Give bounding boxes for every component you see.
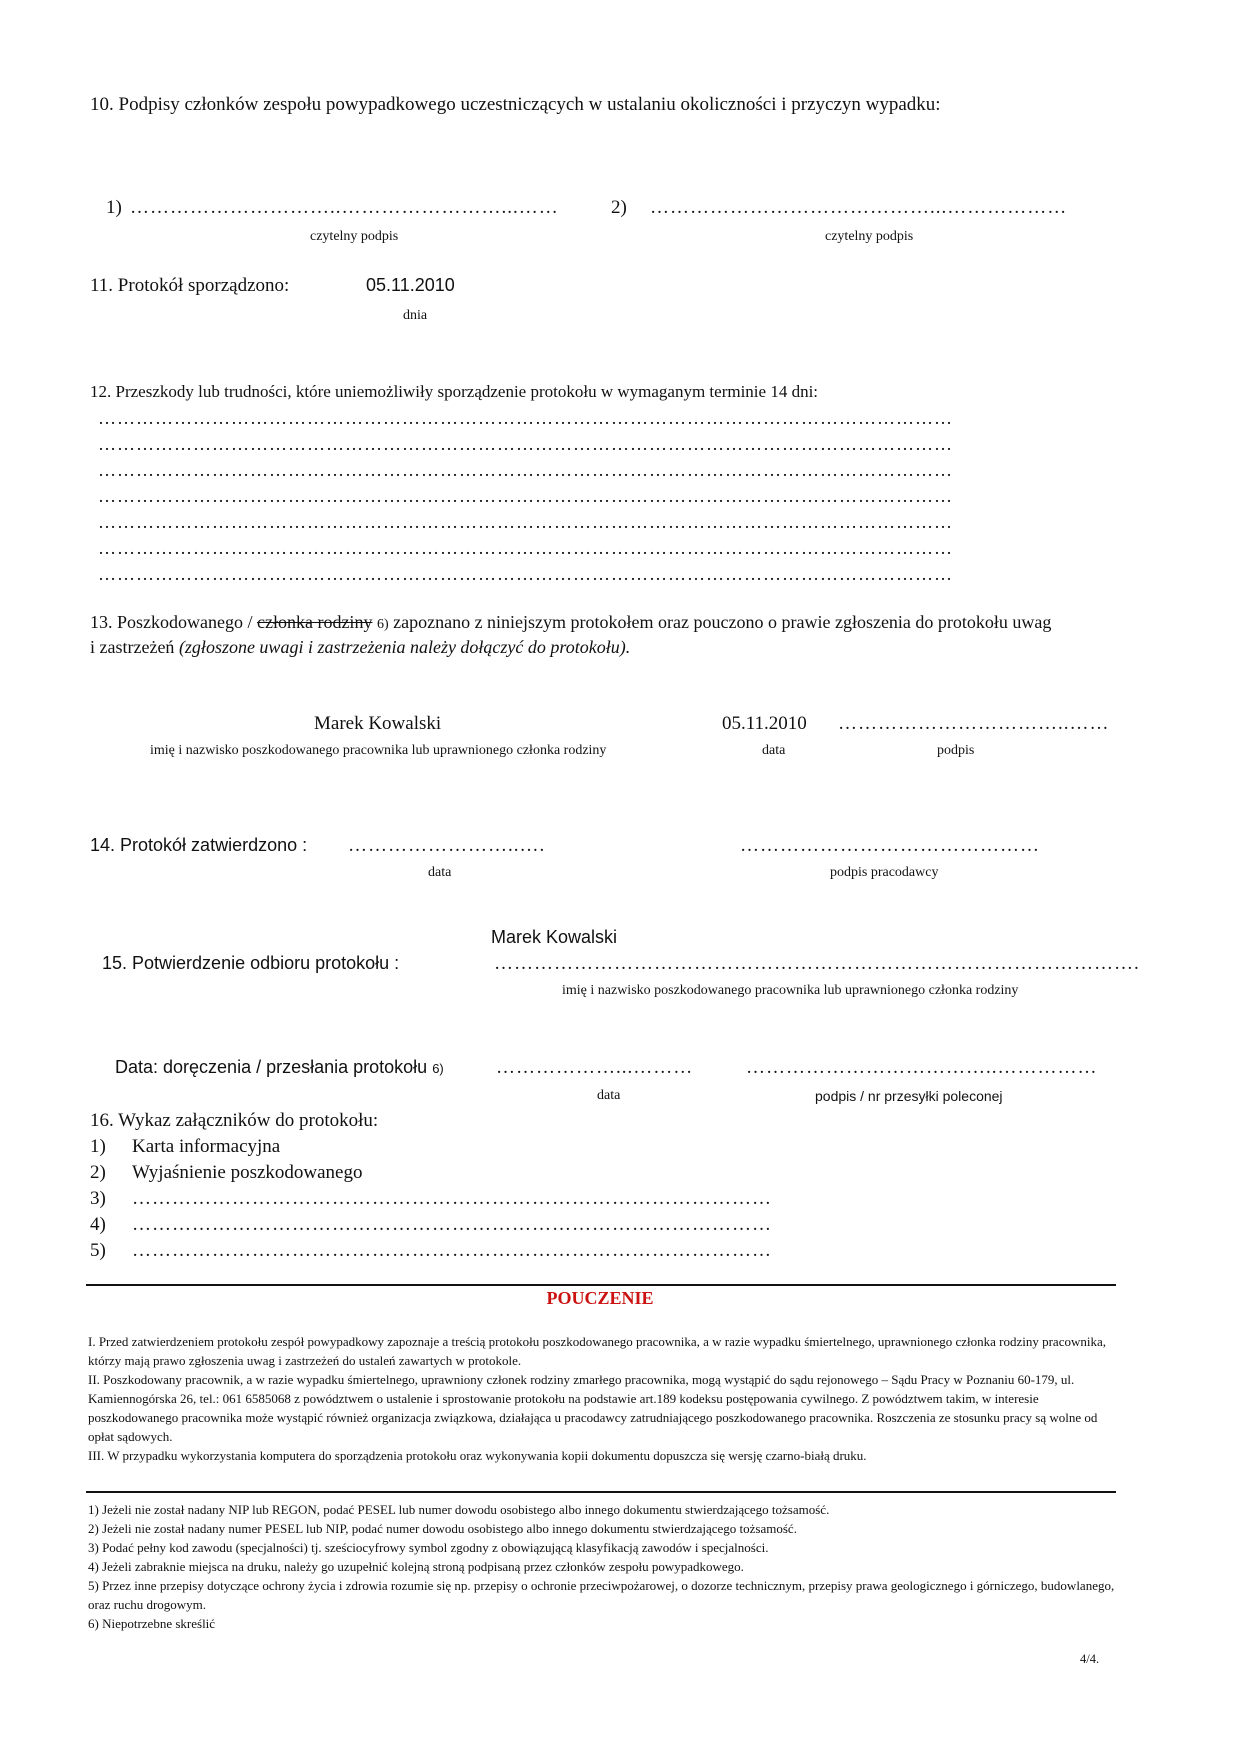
receipt-name-field[interactable]: …………………………………………………………………………………….: [494, 953, 1140, 974]
obstacles-line[interactable]: ………………………………………………………………………………………………………………………: [98, 486, 953, 506]
footnote-3: 3) Podać pełny kod zawodu (specjalności) tj. sześciocyfrowy symbol zgodny z obowiązującą klasyfikacją zawodów i specjalności.: [88, 1540, 769, 1555]
section-13-note: (zgłoszone uwagi i zastrzeżenia należy dołączyć do protokołu).: [178, 637, 631, 657]
footnotes-rule: [86, 1491, 1116, 1493]
obstacles-line[interactable]: ………………………………………………………………………………………………………………………: [98, 460, 953, 480]
section-16-heading: 16. Wykaz załączników do protokołu:: [90, 1110, 379, 1131]
acknowledgement-date-value[interactable]: 05.11.2010: [722, 713, 807, 734]
approval-date-field[interactable]: ……………………..….: [348, 835, 546, 856]
employer-signature-caption: podpis pracodawcy: [830, 865, 939, 880]
attachment-item[interactable]: ……………………………………………………………………………………: [132, 1188, 772, 1209]
delivery-date-caption: data: [597, 1088, 621, 1103]
attachment-number: 4): [90, 1214, 106, 1235]
obstacles-line[interactable]: ………………………………………………………………………………………………………………………: [98, 408, 953, 428]
attachment-number: 2): [90, 1162, 106, 1183]
receipt-name-caption: imię i nazwisko poszkodowanego pracownika lub uprawnionego członka rodziny: [562, 983, 1019, 998]
footnote-2: 2) Jeżeli nie został nadany numer PESEL lub NIP, podać numer dowodu osobistego albo innego dokumentu stwierdzającego tożsamość.: [88, 1521, 797, 1536]
pouczenie-text: [88, 1332, 1118, 1465]
obstacles-line[interactable]: ………………………………………………………………………………………………………………………: [98, 434, 953, 454]
signature-1-caption: czytelny podpis: [310, 229, 399, 244]
section-11-label: 11. Protokół sporządzono:: [90, 275, 290, 296]
attachment-number: 1): [90, 1136, 106, 1157]
section-10-heading: 10. Podpisy członków zespołu powypadkowego uczestniczących w ustalaniu okoliczności i przyczyn wypadku:: [90, 94, 941, 115]
section-13-line2: [90, 637, 630, 658]
protocol-date-caption: dnia: [403, 308, 428, 323]
employer-signature-field[interactable]: ………………………………………: [740, 835, 1040, 856]
injured-name-caption: imię i nazwisko poszkodowanego pracownika lub uprawnionego członka rodziny: [150, 743, 607, 758]
section-13-line2-start: i zastrzeżeń: [90, 637, 179, 657]
footnote-ref-6: 6): [432, 1061, 444, 1076]
injured-name-value[interactable]: Marek Kowalski: [314, 713, 442, 734]
page-number: 4/4.: [1080, 1652, 1100, 1666]
section-13-text: zapoznano z niniejszym protokołem oraz pouczono o prawie zgłoszenia do protokołu uwag: [388, 612, 1052, 632]
attachment-item[interactable]: Karta informacyjna: [132, 1136, 281, 1157]
section-15-label: 15. Potwierdzenie odbioru protokołu :: [102, 953, 400, 973]
delivery-signature-caption: podpis / nr przesyłki poleconej: [815, 1088, 1003, 1104]
pouczenie-paragraph-3: III. W przypadku wykorzystania komputera do sporządzenia protokołu oraz wykonywania kopii dokumentu dopuszcza się wersję czarno-białą druku.: [88, 1448, 867, 1463]
delivery-signature-field[interactable]: ………………………………..……………: [746, 1057, 1098, 1078]
obstacles-line[interactable]: ………………………………………………………………………………………………………………………: [98, 564, 953, 584]
delivery-label: [115, 1057, 444, 1078]
footnote-4: 4) Jeżeli zabraknie miejsca na druku, należy go uzupełnić kolejną stroną podpisaną przez członków zespołu powypadkowego.: [88, 1559, 744, 1574]
section-13-line1: [90, 612, 1051, 633]
attachment-number: 5): [90, 1240, 106, 1261]
signature-1-field[interactable]: …………………………..……………………...……: [130, 197, 559, 218]
attachment-item[interactable]: ……………………………………………………………………………………: [132, 1240, 772, 1261]
receipt-name-value[interactable]: Marek Kowalski: [491, 927, 618, 947]
footnote-1: 1) Jeżeli nie został nadany NIP lub REGON, podać PESEL lub numer dowodu osobistego albo innego dokumentu stwierdzającego tożsamość.: [88, 1502, 830, 1517]
attachment-item[interactable]: Wyjaśnienie poszkodowanego: [132, 1162, 363, 1183]
signature-2-caption: czytelny podpis: [825, 229, 914, 244]
pouczenie-top-rule: [86, 1284, 1116, 1286]
struck-family-member: członka rodziny: [256, 612, 373, 632]
footnote-6: 6) Niepotrzebne skreślić: [88, 1616, 216, 1631]
footnotes: [88, 1500, 1118, 1633]
section-13-prefix: 13. Poszkodowanego /: [90, 612, 253, 632]
footnote-5: 5) Przez inne przepisy dotyczące ochrony życia i zdrowia rozumie się np. przepisy o ochronie przeciwpożarowej, o dozorze technicznym, przepisy prawa geologicznego i górniczego, budowlanego, oraz ruchu drogowym.: [88, 1578, 1115, 1612]
signature-2-number: 2): [611, 197, 627, 218]
protocol-date-value[interactable]: 05.11.2010: [366, 275, 455, 295]
signature-2-field[interactable]: ……………………………………...………………: [650, 197, 1068, 218]
attachment-number: 3): [90, 1188, 106, 1209]
acknowledgement-date-caption: data: [762, 743, 786, 758]
pouczenie-title: POUCZENIE: [546, 1288, 654, 1308]
delivery-date-field[interactable]: ………………...………: [496, 1057, 694, 1078]
section-12-heading: 12. Przeszkody lub trudności, które uniemożliwiły sporządzenie protokołu w wymaganym terminie 14 dni:: [90, 382, 819, 401]
approval-date-caption: data: [428, 865, 452, 880]
acknowledgement-signature-caption: podpis: [937, 743, 975, 758]
pouczenie-paragraph-2: II. Poszkodowany pracownik, a w razie wypadku śmiertelnego, uprawniony członek rodziny zmarłego pracownika, mogą wystąpić do sądu rejonowego – Sądu Pracy w Poznaniu 60-179, ul. Kamiennogórska 26, tel.: 061 6585068 z powództwem o ustalenie i sprostowanie protokołu na podstawie art.189 kodeksu postępowania cywilnego. Z powództwem takim, w interesie poszkodowanego pracownika może wystąpić również organizacja związkowa, działająca u pracodawcy zatrudniającego poszkodowanego pracownika. Roszczenia ze stosunku pracy są wolne od opłat sądowych.: [88, 1372, 1098, 1444]
delivery-label-text: Data: doręczenia / przesłania protokołu: [115, 1057, 428, 1077]
section-14-label: 14. Protokół zatwierdzono :: [90, 835, 308, 855]
signature-1-number: 1): [106, 197, 122, 218]
acknowledgement-signature-field[interactable]: ……………………………..……: [838, 713, 1110, 734]
footnote-ref-6: 6): [376, 617, 389, 632]
pouczenie-paragraph-1: I. Przed zatwierdzeniem protokołu zespół powypadkowy zapoznaje a treścią protokołu poszkodowanego pracownika, a w razie wypadku śmiertelnego, uprawnionego członka rodziny pracownika, którzy mają prawo zgłoszenia uwag i zastrzeżeń do ustaleń zawartych w protokole.: [88, 1334, 1106, 1368]
obstacles-line[interactable]: ………………………………………………………………………………………………………………………: [98, 512, 953, 532]
attachment-item[interactable]: ……………………………………………………………………………………: [132, 1214, 772, 1235]
obstacles-line[interactable]: ………………………………………………………………………………………………………………………: [98, 538, 953, 558]
